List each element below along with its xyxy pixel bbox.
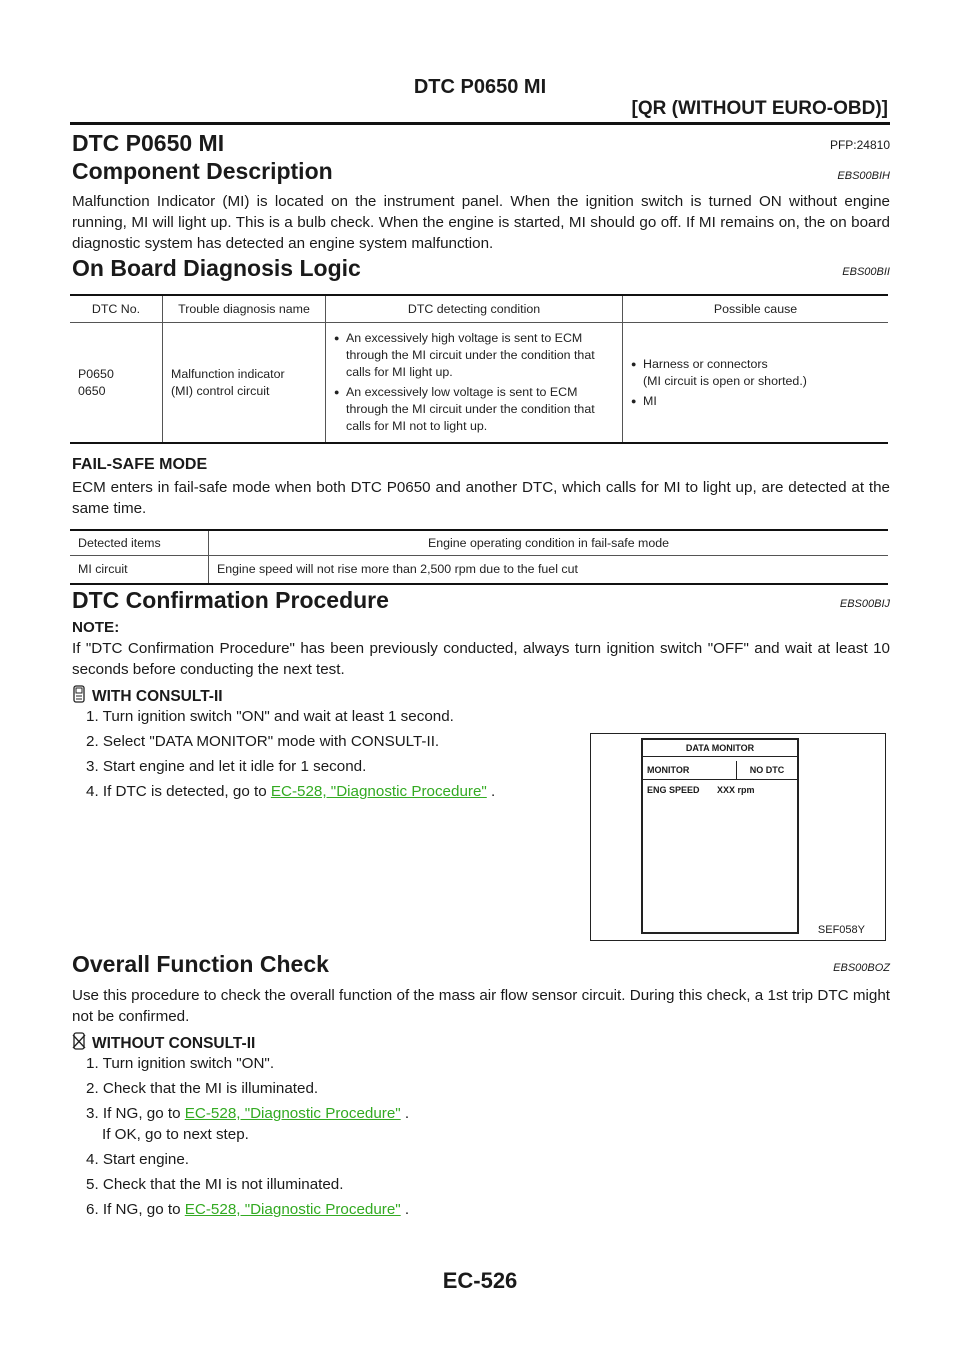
overall-check-code: EBS00BOZ: [833, 962, 890, 974]
step-item: 1. Turn ignition switch "ON" and wait at least 1 second.: [86, 708, 454, 725]
figure-ref: SEF058Y: [817, 924, 865, 936]
column-header: DTC detecting condition: [326, 295, 623, 323]
step-continuation: If OK, go to next step.: [102, 1126, 249, 1143]
failsafe-table: [70, 529, 888, 585]
diagnostic-procedure-link[interactable]: EC-528, "Diagnostic Procedure": [184, 1201, 401, 1218]
dtc-number-alt: 0650: [78, 383, 106, 398]
failsafe-text: ECM enters in fail-safe mode when both DTC P0650 and another DTC, which calls for MI to light up, are detected at the same time.: [72, 479, 890, 517]
overall-check-heading: Overall Function Check: [72, 951, 329, 977]
diagnostic-procedure-link[interactable]: EC-528, "Diagnostic Procedure": [270, 783, 487, 800]
component-description-code: EBS00BIH: [837, 170, 890, 182]
operating-condition-cell: Engine speed will not rise more than 2,500 rpm due to the fuel cut: [209, 556, 889, 585]
step-item: 4. Start engine.: [86, 1151, 190, 1168]
screen-col-monitor: MONITOR: [643, 761, 737, 779]
step-item: 2. Select "DATA MONITOR" mode with CONSULT-II.: [86, 733, 440, 750]
step-text: 4. If DTC is detected, go to: [86, 783, 271, 800]
column-header: Engine operating condition in fail-safe mode: [209, 530, 889, 556]
step-text: .: [400, 1201, 410, 1218]
page-header-subtitle: [QR (WITHOUT EURO-OBD)]: [631, 98, 888, 119]
main-title-code: PFP:24810: [829, 138, 890, 152]
overall-check-text: Use this procedure to check the overall function of the mass air flow sensor circuit. During this check, a 1st trip DTC might not be confirmed.: [72, 987, 890, 1025]
screen-data-row: [643, 780, 797, 800]
table-row: [70, 556, 888, 585]
diagnosis-name-cell: [163, 323, 326, 444]
obd-logic-table: [70, 294, 888, 444]
detected-item-cell: MI circuit: [70, 556, 209, 585]
step-item: 5. Check that the MI is not illuminated.: [86, 1176, 344, 1193]
step-text: 6. If NG, go to: [86, 1201, 185, 1218]
condition-item: ● An excessively high voltage is sent to ECM through the MI circuit under the condition that calls for MI light up.: [334, 330, 614, 381]
step-item: 2. Check that the MI is illuminated.: [86, 1080, 319, 1097]
confirmation-heading: DTC Confirmation Procedure: [72, 587, 389, 613]
page-number: EC-526: [442, 1268, 518, 1293]
page-header-title: DTC P0650 MI: [413, 76, 547, 98]
component-description-heading: Component Description: [72, 158, 333, 184]
possible-cause-cell: [623, 323, 889, 444]
screen-title: DATA MONITOR: [643, 740, 797, 757]
data-monitor-figure: [590, 733, 886, 941]
condition-item: ● An excessively low voltage is sent to ECM through the MI circuit under the condition that calls for MI not to light up.: [334, 384, 614, 435]
confirmation-steps: [86, 706, 495, 806]
main-title: DTC P0650 MI: [72, 130, 225, 156]
step-item: [86, 1199, 409, 1220]
screen-header-row: [643, 761, 797, 780]
note-text: If "DTC Confirmation Procedure" has been previously conducted, always turn ignition switch "OFF" and wait at least 10 seconds before conducting the next test.: [72, 640, 890, 678]
component-description-text: Malfunction Indicator (MI) is located on the instrument panel. When the ignition switch is turned ON without engine running, MI will light up. This is a bulb check. When the engine is started, MI should go off. If MI remains on, the on board diagnostic system has detected an engine system malfunction.: [72, 193, 890, 252]
step-item: 1. Turn ignition switch "ON".: [86, 1055, 275, 1072]
screen-col-status: NO DTC: [749, 765, 785, 775]
note-label: NOTE:: [72, 619, 120, 636]
cause-item: [631, 356, 880, 390]
column-header: Detected items: [70, 530, 209, 556]
column-header: DTC No.: [70, 295, 163, 323]
step-text: .: [486, 783, 496, 800]
step-item: [86, 781, 495, 802]
diagnosis-name-cont: (MI) control circuit: [171, 383, 270, 398]
cause-note: (MI circuit is open or shorted.): [643, 373, 807, 388]
with-consult-heading: [72, 685, 223, 708]
table-row: [70, 323, 888, 444]
header-divider: [70, 122, 890, 125]
detecting-condition-cell: [326, 323, 623, 444]
cause-item: ● MI: [631, 393, 880, 410]
obd-logic-heading: On Board Diagnosis Logic: [72, 255, 361, 281]
column-header: Trouble diagnosis name: [163, 295, 326, 323]
step-text: .: [400, 1105, 410, 1122]
step-text: 3. If NG, go to: [86, 1105, 185, 1122]
dtc-number: P0650: [78, 366, 114, 381]
screen-row-value: XXX rpm: [717, 785, 755, 795]
diagnosis-name: Malfunction indicator: [171, 366, 285, 381]
consult-tool-icon: [72, 685, 86, 708]
confirmation-code: EBS00BIJ: [839, 598, 890, 610]
dtc-number-cell: [70, 323, 163, 444]
obd-logic-code: EBS00BII: [842, 266, 890, 278]
column-header: Possible cause: [623, 295, 889, 323]
diagnostic-procedure-link[interactable]: EC-528, "Diagnostic Procedure": [184, 1105, 401, 1122]
no-consult-icon: [72, 1032, 86, 1055]
cause-text: Harness or connectors: [643, 356, 768, 371]
without-consult-heading: [72, 1032, 255, 1055]
overall-steps: [86, 1053, 409, 1224]
step-item: [86, 1103, 409, 1124]
step-item: 3. Start engine and let it idle for 1 second.: [86, 758, 367, 775]
consult-screen: [641, 738, 799, 934]
with-consult-label: WITH CONSULT-II: [92, 687, 223, 705]
screen-row-label: ENG SPEED: [647, 785, 700, 795]
failsafe-heading: FAIL-SAFE MODE: [72, 456, 208, 473]
without-consult-label: WITHOUT CONSULT-II: [92, 1034, 256, 1052]
